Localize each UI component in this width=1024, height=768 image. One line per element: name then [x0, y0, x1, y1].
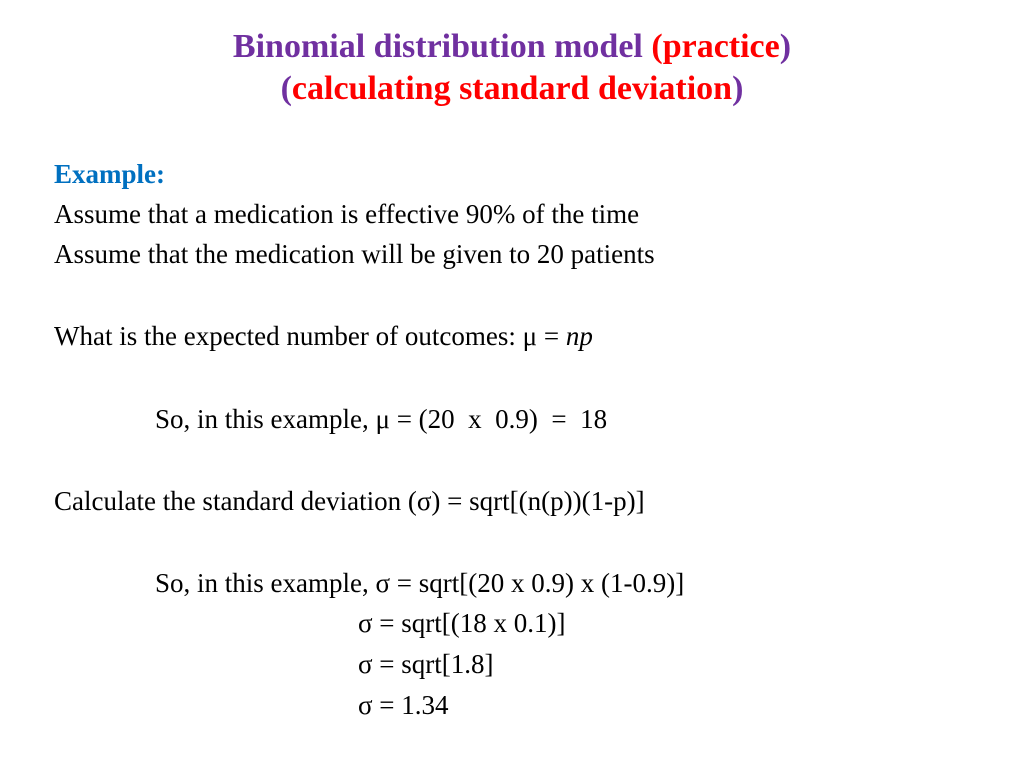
example-label: Example:: [54, 159, 165, 189]
title-line-1: [0, 26, 1024, 68]
sd-example-calc: So, in this example, σ = sqrt[(20 x 0.9) x (1-0.9)]: [155, 568, 685, 598]
title-practice-text: (practice: [651, 28, 780, 65]
title-main-text: Binomial distribution model: [232, 28, 652, 65]
title-line-2: [0, 68, 1024, 110]
expected-example-calc: So, in this example, μ = (20 x 0.9) = 18: [155, 404, 608, 434]
expected-question-text: What is the expected number of outcomes: μ =: [54, 321, 566, 351]
expected-formula-np: np: [565, 321, 593, 351]
sd-step-2: σ = sqrt[1.8]: [358, 649, 494, 679]
title-open-paren-2: (: [280, 70, 292, 107]
assumption-patients: Assume that the medication will be given to 20 patients: [54, 239, 655, 269]
title-close-paren-2: ): [732, 70, 744, 107]
sd-step-3: σ = 1.34: [358, 690, 449, 720]
title-subtitle-text: calculating standard deviation: [291, 70, 733, 107]
sd-question: Calculate the standard deviation (σ) = sqrt[(n(p))(1-p)]: [54, 486, 645, 516]
title-close-paren: ): [779, 28, 792, 65]
assumption-effectiveness: Assume that a medication is effective 90% of the time: [54, 199, 640, 229]
slide-title: [0, 26, 1024, 110]
sd-step-1: σ = sqrt[(18 x 0.1)]: [358, 608, 566, 638]
expected-outcomes-question: [54, 320, 593, 352]
